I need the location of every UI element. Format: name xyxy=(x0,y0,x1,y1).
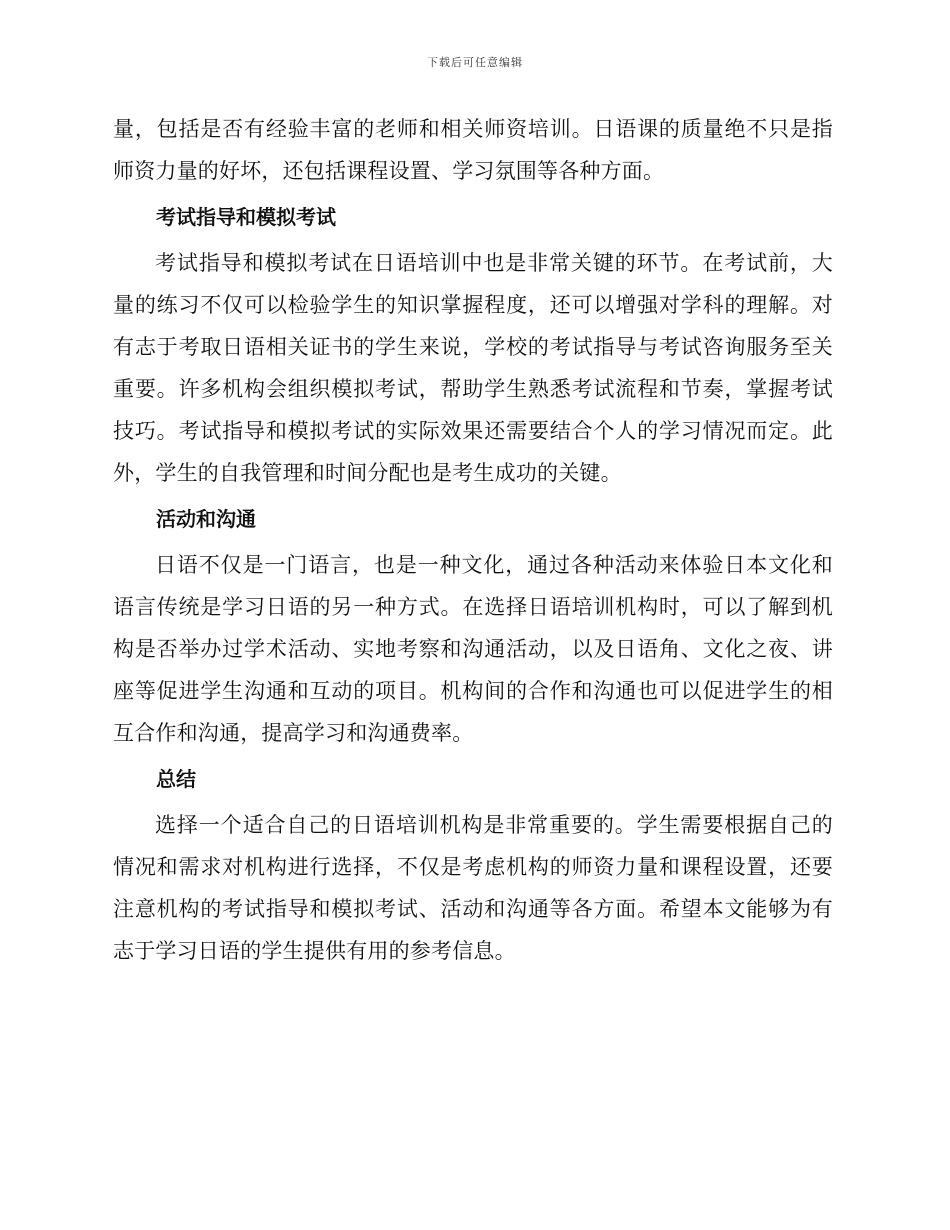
section-heading-summary: 总结 xyxy=(156,767,196,791)
section-heading-exam: 考试指导和模拟考试 xyxy=(156,205,336,229)
document-body xyxy=(113,108,833,972)
activities-paragraph: 日语不仅是一门语言，也是一种文化，通过各种活动来体验日本文化和语言传统是学习日语的另一种方式。在选择日语培训机构时，可以了解到机构是否举办过学术活动、实地考察和沟通活动，以及日语角、文化之夜、讲座等促进学生沟通和互动的项目。机构间的合作和沟通也可以促进学生的相互合作和沟通，提高学习和沟通费率。 xyxy=(113,553,833,745)
section-heading-activities: 活动和沟通 xyxy=(156,507,256,531)
summary-paragraph: 选择一个适合自己的日语培训机构是非常重要的。学生需要根据自己的情况和需求对机构进行选择，不仅是考虑机构的师资力量和课程设置，还要注意机构的考试指导和模拟考试、活动和沟通等各方面。希望本文能够为有志于学习日语的学生提供有用的参考信息。 xyxy=(113,813,833,963)
intro-continuation-paragraph: 量，包括是否有经验丰富的老师和相关师资培训。日语课的质量绝不只是指师资力量的好坏，还包括课程设置、学习氛围等各种方面。 xyxy=(113,117,833,183)
header-note: 下载后可任意编辑 xyxy=(427,56,523,69)
exam-paragraph: 考试指导和模拟考试在日语培训中也是非常关键的环节。在考试前，大量的练习不仅可以检验学生的知识掌握程度，还可以增强对学科的理解。对有志于考取日语相关证书的学生来说，学校的考试指导与考试咨询服务至关重要。许多机构会组织模拟考试，帮助学生熟悉考试流程和节奏，掌握考试技巧。考试指导和模拟考试的实际效果还需要结合个人的学习情况而定。此外，学生的自我管理和时间分配也是考生成功的关键。 xyxy=(113,251,833,485)
